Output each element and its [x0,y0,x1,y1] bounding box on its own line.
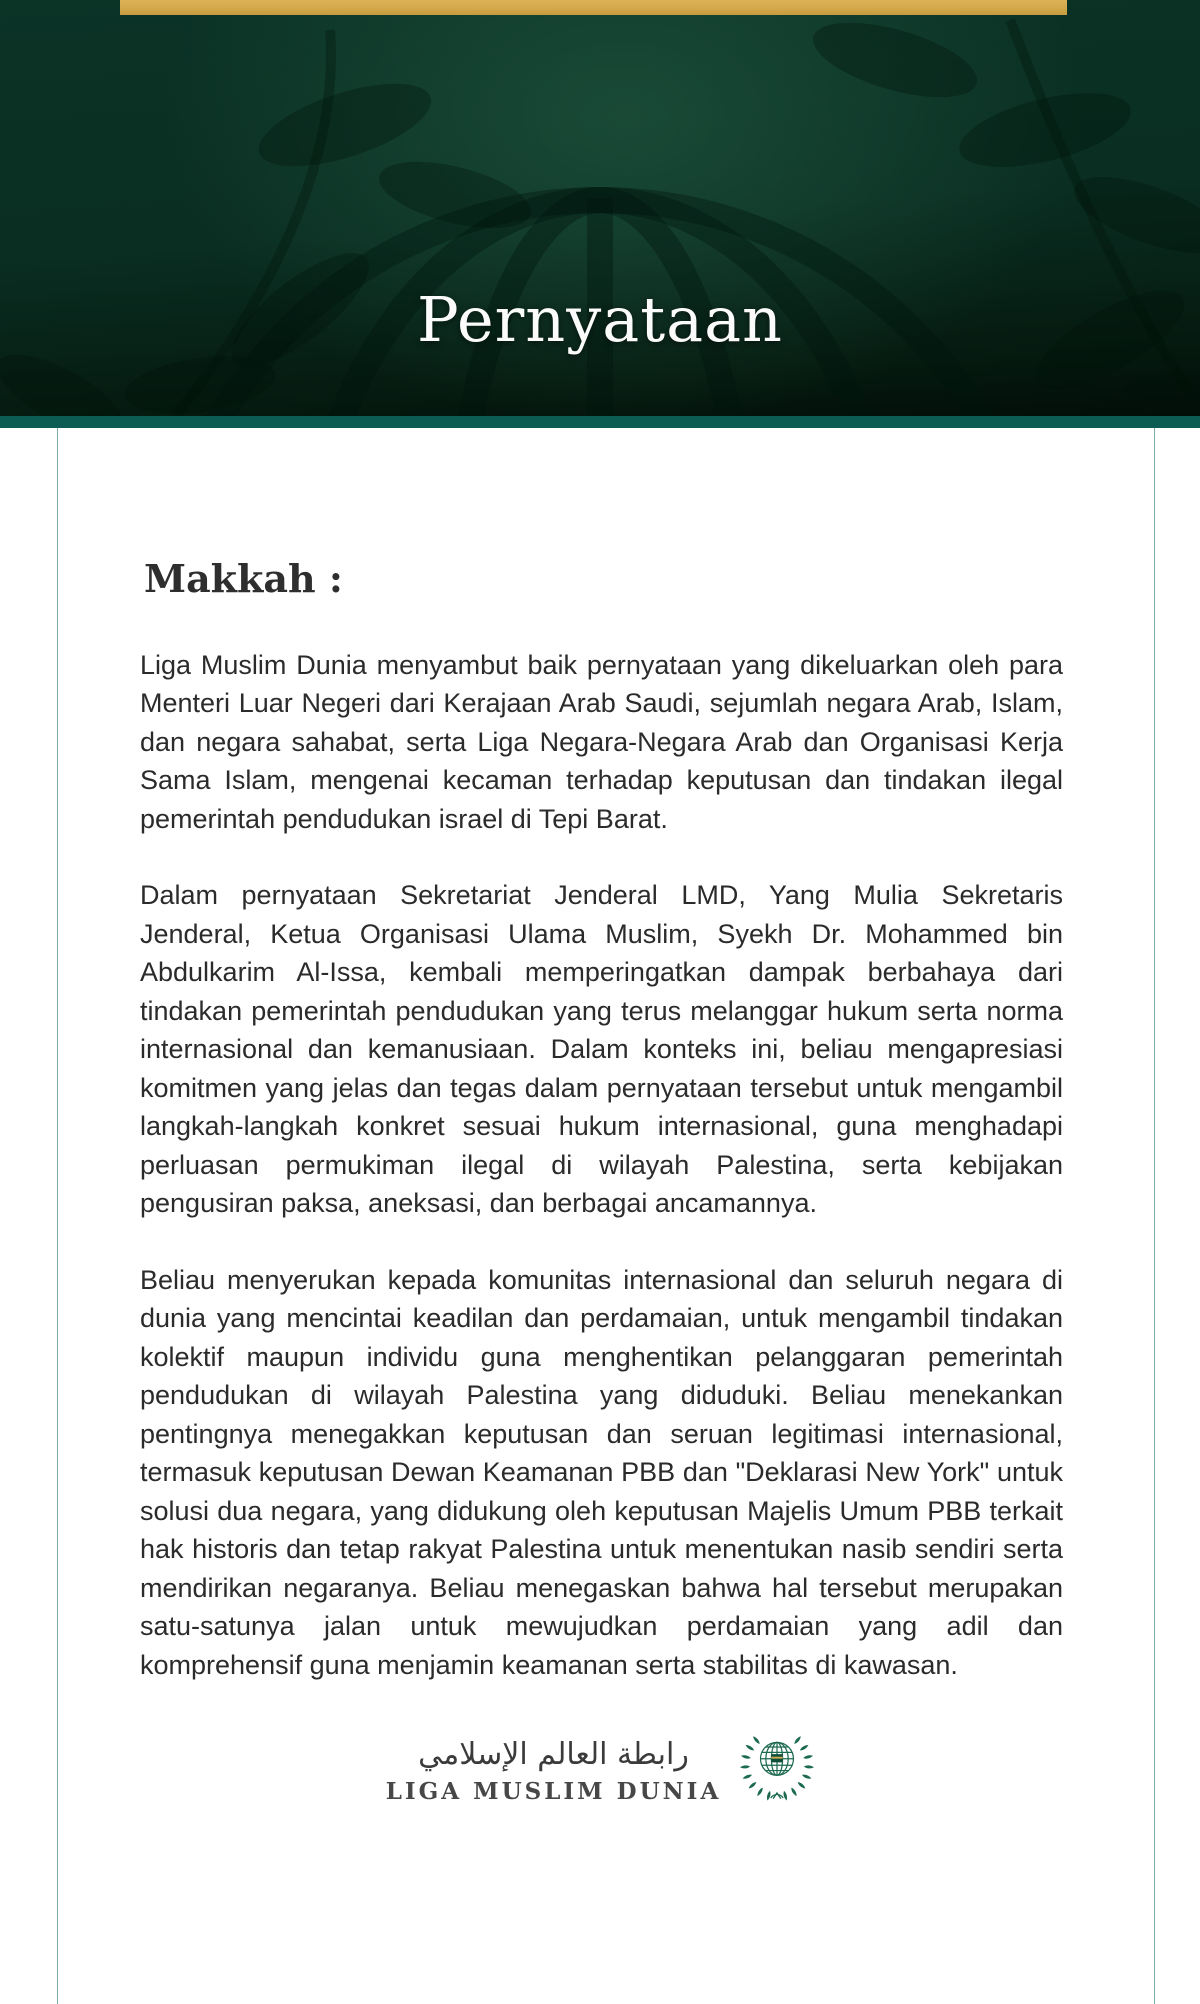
statement-body [0,428,1200,2004]
organization-name: LIGA MUSLIM DUNIA [385,1778,722,1806]
right-rule-line [1154,428,1155,2004]
statement-header [0,0,1200,416]
kaaba-icon [772,1754,783,1762]
laurel-wreath-globe-icon [737,1722,817,1805]
gold-accent-bar [120,0,1067,15]
left-rule-line [57,428,58,2004]
organization-logo-text [386,1735,722,1805]
paragraph-1: Liga Muslim Dunia menyambut baik pernyataan yang dikeluarkan oleh para Menteri Luar Negeri dari Kerajaan Arab Saudi, sejumlah negara Arab, Islam, dan negara sahabat, serta Liga Negara-Negara Arab dan Organisasi Kerja Sama Islam, mengenai kecaman terhadap keputusan dan tindakan ilegal pemerintah pendudukan israel di Tepi Barat. [140,649,1063,834]
text-column [140,428,1063,1805]
arabic-calligraphy-logo: رابطة العالم الإسلامي [418,1737,689,1773]
location-heading: Makkah : [144,556,343,601]
organization-logo [140,1722,1063,1805]
paragraph-2: Dalam pernyataan Sekretariat Jenderal LMD, Yang Mulia Sekretaris Jenderal, Ketua Organisasi Ulama Muslim, Syekh Dr. Mohammed bin Abdulkarim Al-Issa, kembali memperingatkan dampak berbahaya dari tindakan pemerintah pendudukan yang terus melanggar hukum serta norma internasional dan kemanusiaan. Dalam konteks ini, beliau mengapresiasi komitmen yang jelas dan tegas dalam pernyataan tersebut untuk mengambil langkah-langkah konkret sesuai hukum internasional, guna menghadapi perluasan permukiman ilegal di wilayah Palestina, serta kebijakan pengusiran paksa, aneksasi, dan berbagai ancamannya. [140,880,1063,1219]
teal-divider-bar [0,416,1200,428]
page-title: Pernyataan [417,283,783,356]
paragraph-3: Beliau menyerukan kepada komunitas internasional dan seluruh negara di dunia yang mencintai keadilan dan perdamaian, untuk mengambil tindakan kolektif maupun individu guna menghentikan pelanggaran pemerintah pendudukan di wilayah Palestina yang diduduki. Beliau menekankan pentingnya menegakkan keputusan dan seruan legitimasi internasional, termasuk keputusan Dewan Keamanan PBB dan "Deklarasi New York" untuk solusi dua negara, yang didukung oleh keputusan Majelis Umum PBB terkait hak historis dan tetap rakyat Palestina untuk menentukan nasib sendiri serta mendirikan negaranya. Beliau menegaskan bahwa hal tersebut merupakan satu-satunya jalan untuk mewujudkan perdamaian yang adil dan komprehensif guna menjamin keamanan serta stabilitas di kawasan. [140,1264,1063,1680]
